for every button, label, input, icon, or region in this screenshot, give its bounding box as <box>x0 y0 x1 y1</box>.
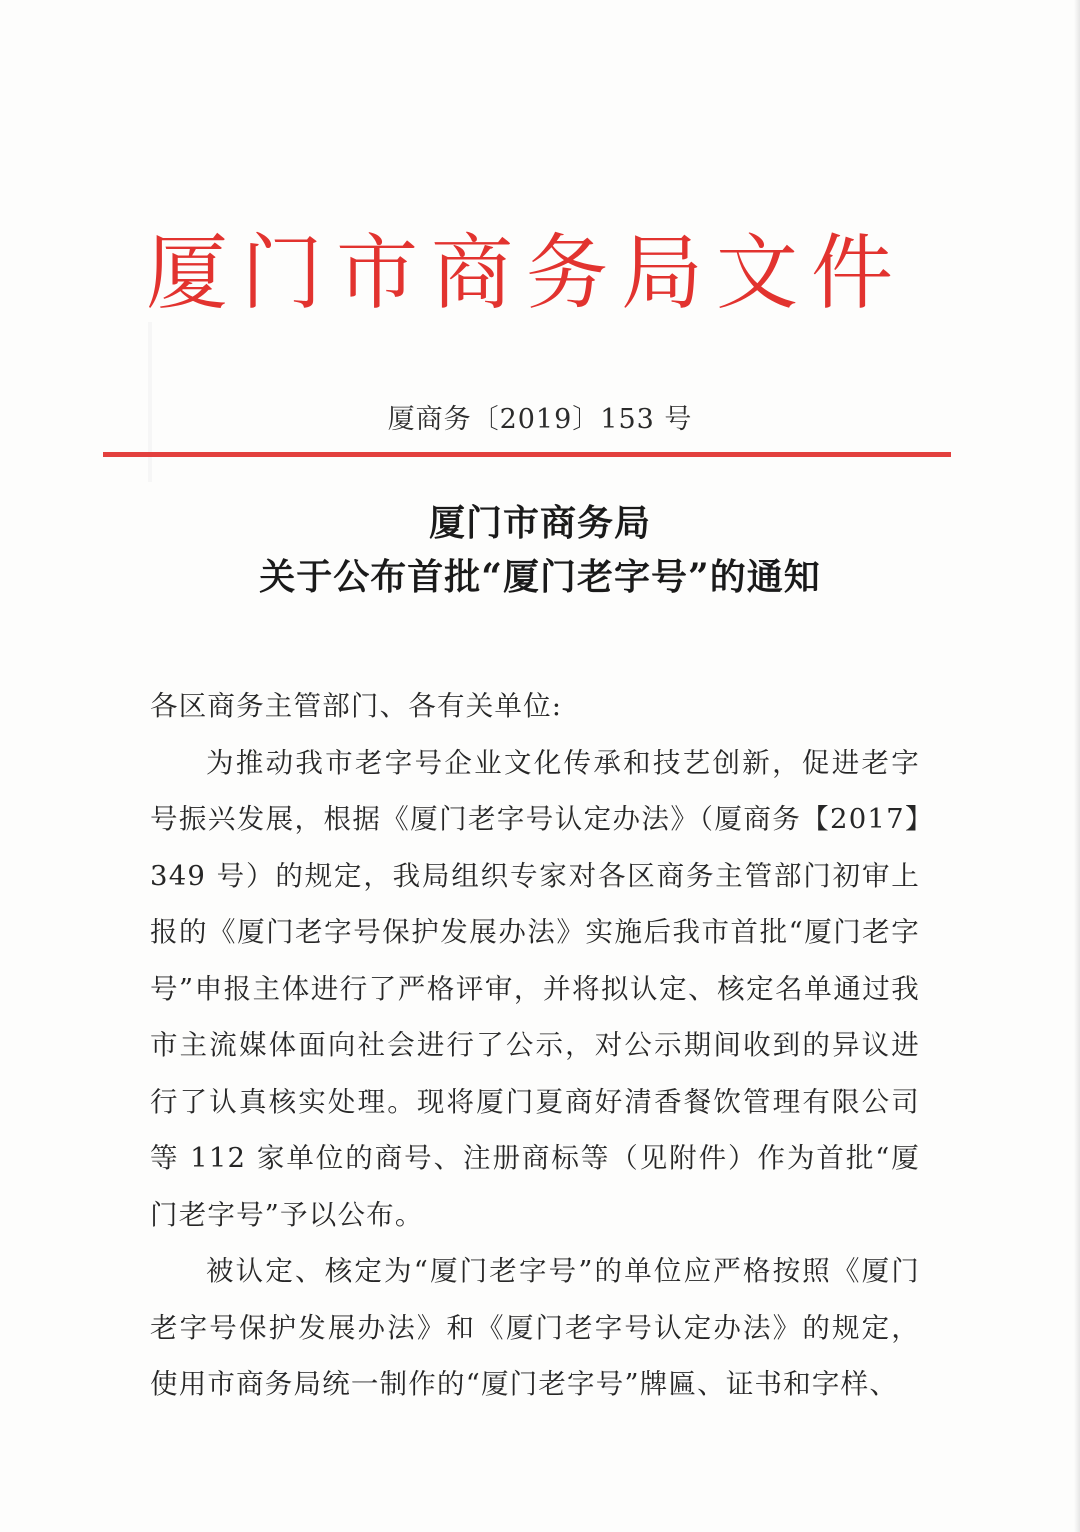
page-edge-shadow <box>1074 0 1080 1532</box>
agency-header-title: 厦门市商务局文件 <box>146 226 907 321</box>
document-number: 厦商务〔2019〕153 号 <box>387 404 693 435</box>
salutation: 各区商务主管部门、各有关单位: <box>150 690 563 722</box>
notice-title-line2: 关于公布首批“厦门老字号”的通知 <box>259 556 821 598</box>
body-paragraph-1: 为推动我市老字号企业文化传承和技艺创新，促进老字号振兴发展，根据《厦门老字号认定办法》（厦商务【2017】349 号）的规定，我局组织专家对各区商务主管部门初审上报的《厦门老字号保护发展办法》实施后我市首批“厦门老字号”申报主体进行了严格评审，并将拟认定、核定名单通过我市主流媒体面向社会进行了公示，对公示期间收到的异议进行了认真核实处理。现将厦门夏商好清香餐饮管理有限公司等 112 家单位的商号、注册商标等（见附件）作为首批“厦门老字号”予以公布。 <box>150 746 920 1231</box>
notice-title <box>0 498 1080 606</box>
body-paragraph-2: 被认定、核定为“厦门老字号”的单位应严格按照《厦门老字号保护发展办法》和《厦门老字号认定办法》的规定，使用市商务局统一制作的“厦门老字号”牌匾、证书和字样、 <box>150 1255 920 1400</box>
notice-body <box>150 678 920 1413</box>
red-divider-line <box>103 452 951 457</box>
notice-title-line1: 厦门市商务局 <box>428 502 651 544</box>
